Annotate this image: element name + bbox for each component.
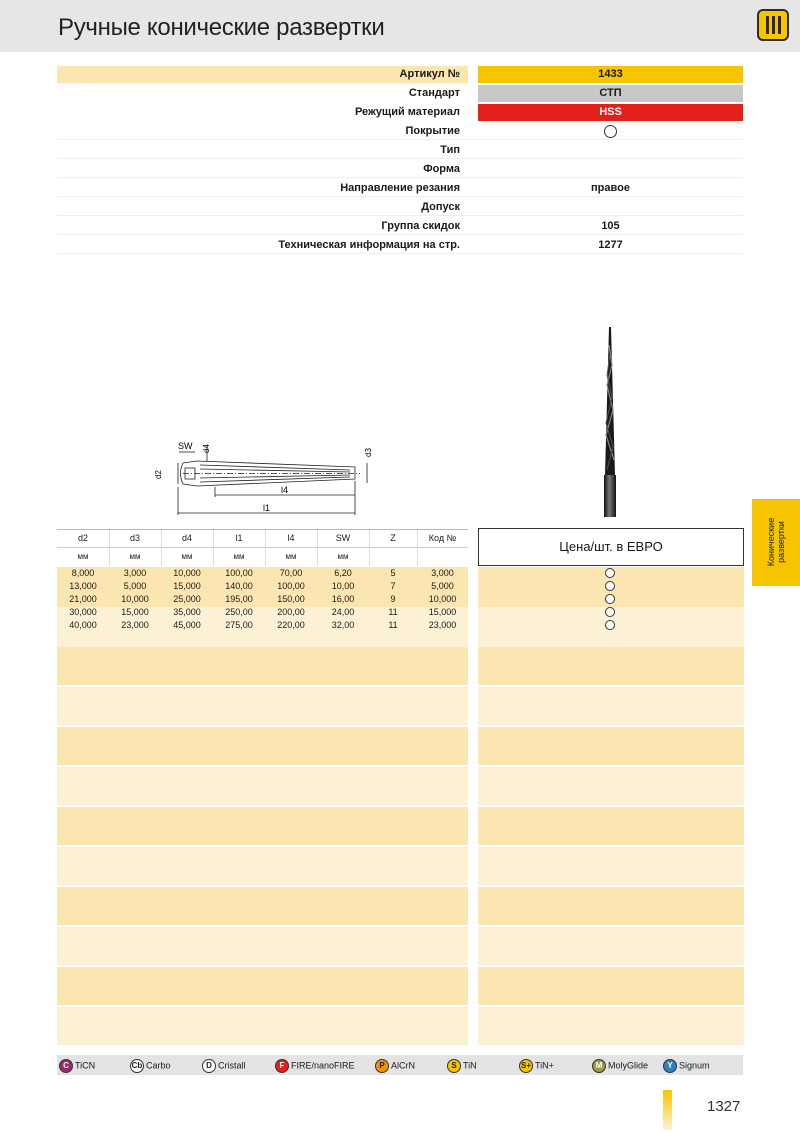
availability-circle-icon	[605, 581, 615, 591]
drawing-label-l1: l1	[263, 503, 271, 513]
legend-item	[375, 1058, 415, 1073]
table-cell: 23,000	[428, 620, 457, 630]
coating-badge-icon: C	[59, 1059, 73, 1073]
property-value: 105	[601, 220, 620, 232]
table-cell: 23,000	[121, 620, 149, 630]
property-value: 1277	[598, 239, 623, 251]
legend-item	[202, 1058, 246, 1073]
coating-badge-icon: S+	[519, 1059, 533, 1073]
table-cell: 275,00	[225, 620, 253, 630]
coating-badge-icon: F	[275, 1059, 289, 1073]
property-value: HSS	[478, 104, 743, 121]
table-cell: 35,000	[173, 607, 201, 617]
page-number-bar	[663, 1090, 672, 1130]
legend-item	[130, 1058, 171, 1073]
column-unit: мм	[129, 552, 141, 561]
legend-item	[663, 1058, 710, 1073]
table-cell: 10,000	[428, 594, 457, 604]
property-row	[57, 123, 743, 140]
property-value	[478, 161, 743, 178]
table-band	[478, 847, 744, 885]
table-cell: 16,00	[331, 594, 355, 604]
table-cell: 8,000	[71, 568, 95, 578]
table-cell: 15,000	[173, 581, 201, 591]
property-label: Допуск	[421, 201, 460, 213]
table-cell: 40,000	[69, 620, 97, 630]
property-label: Режущий материал	[354, 106, 460, 118]
table-cell: 5,000	[123, 581, 147, 591]
table-band	[57, 727, 468, 765]
property-row	[57, 180, 743, 197]
property-row	[57, 142, 743, 159]
coating-badge-icon: Cb	[130, 1059, 144, 1073]
technical-drawing	[145, 435, 385, 520]
coating-badge-icon: S	[447, 1059, 461, 1073]
column-header: d2	[77, 533, 88, 543]
section-tab-label: Конические развертки	[766, 517, 786, 567]
table-cell: 250,00	[225, 607, 253, 617]
table-cell: 5	[390, 568, 396, 578]
table-cell: 150,00	[277, 594, 305, 604]
reamer-photo	[590, 325, 630, 520]
table-band	[57, 887, 468, 925]
table-cell: 100,00	[277, 581, 305, 591]
table-band	[57, 927, 468, 965]
table-cell: 32,00	[331, 620, 355, 630]
table-cell: 195,00	[225, 594, 253, 604]
table-band	[478, 767, 744, 805]
property-separator	[57, 215, 743, 216]
table-row	[57, 606, 468, 618]
table-band	[478, 687, 744, 725]
table-cell: 200,00	[277, 607, 305, 617]
coating-badge-icon: Y	[663, 1059, 677, 1073]
table-cell: 9	[390, 594, 396, 604]
legend-label: FIRE/nanoFIRE	[291, 1060, 355, 1071]
property-label: Техническая информация на стр.	[278, 239, 460, 251]
column-header: l1	[235, 533, 243, 543]
legend-item	[59, 1058, 95, 1073]
property-label: Форма	[423, 163, 460, 175]
property-value: правое	[591, 182, 630, 194]
table-cell: 100,00	[225, 568, 253, 578]
legend-label: Carbo	[146, 1060, 171, 1071]
table-band	[478, 807, 744, 845]
drawing-label-sw: SW	[178, 441, 193, 451]
table-cell: 15,000	[428, 607, 457, 617]
availability-circle-icon	[605, 607, 615, 617]
legend-label: MolyGlide	[608, 1060, 649, 1071]
table-cell: 220,00	[277, 620, 305, 630]
property-row	[57, 104, 743, 121]
table-band	[478, 1007, 744, 1045]
property-separator	[57, 196, 743, 197]
table-band	[57, 1007, 468, 1045]
table-band	[478, 887, 744, 925]
property-row	[57, 237, 743, 254]
table-band	[478, 727, 744, 765]
column-header: SW	[335, 533, 351, 543]
property-value	[478, 142, 743, 159]
legend-label: TiN+	[535, 1060, 554, 1071]
table-cell: 3,000	[431, 568, 454, 578]
column-header: l4	[287, 533, 295, 543]
availability-circle-icon	[605, 568, 615, 578]
column-header: d4	[181, 533, 192, 543]
table-row	[57, 567, 468, 579]
property-label: Покрытие	[405, 125, 460, 137]
column-unit: мм	[181, 552, 193, 561]
table-band	[57, 687, 468, 725]
property-row	[57, 85, 743, 102]
property-value	[478, 199, 743, 216]
property-value: СТП	[478, 85, 743, 102]
property-label: Тип	[440, 144, 460, 156]
table-band	[57, 647, 468, 685]
section-tab	[752, 499, 800, 586]
column-divider	[265, 530, 266, 566]
table-cell: 45,000	[173, 620, 201, 630]
table-cell: 13,000	[69, 581, 97, 591]
price-header: Цена/шт. в ЕВРО	[478, 528, 744, 566]
drawing-label-d2: d2	[154, 470, 163, 479]
table-cell: 6,20	[334, 568, 352, 578]
availability-circle-icon	[605, 594, 615, 604]
table-cell: 11	[388, 607, 398, 617]
column-unit: мм	[337, 552, 349, 561]
legend-item	[447, 1058, 477, 1073]
column-divider	[109, 530, 110, 566]
column-header: Z	[390, 533, 396, 543]
drawing-label-l4: l4	[281, 485, 289, 495]
property-value: 1433	[478, 66, 743, 83]
table-band	[57, 847, 468, 885]
legend-item	[592, 1058, 648, 1073]
table-cell: 5,000	[431, 581, 454, 591]
column-divider	[317, 530, 318, 566]
column-unit: мм	[285, 552, 297, 561]
property-row	[57, 199, 743, 216]
property-label: Группа скидок	[381, 220, 460, 232]
table-cell: 30,000	[69, 607, 97, 617]
table-cell: 15,000	[121, 607, 149, 617]
drawing-label-d4: d4	[202, 444, 211, 453]
table-band	[57, 967, 468, 1005]
table-cell: 7	[390, 581, 396, 591]
legend-label: Cristall	[218, 1060, 246, 1071]
table-band	[57, 807, 468, 845]
column-unit: мм	[233, 552, 245, 561]
property-row	[57, 66, 743, 83]
table-cell: 21,000	[69, 594, 97, 604]
coating-badge-icon: D	[202, 1059, 216, 1073]
coating-legend	[57, 1055, 743, 1075]
page-number: 1327	[707, 1098, 741, 1115]
column-divider	[213, 530, 214, 566]
property-separator	[57, 158, 743, 159]
header-divider	[57, 547, 468, 548]
column-divider	[161, 530, 162, 566]
legend-label: TiN	[463, 1060, 477, 1071]
table-cell: 10,000	[173, 568, 201, 578]
property-label: Артикул №	[57, 66, 468, 83]
table-band	[478, 927, 744, 965]
legend-item	[519, 1058, 554, 1073]
table-row	[57, 593, 468, 605]
property-separator	[57, 139, 743, 140]
property-separator	[57, 177, 743, 178]
property-label: Стандарт	[408, 87, 460, 99]
column-header: Код №	[428, 533, 457, 543]
drawing-label-d3: d3	[364, 448, 373, 457]
page-header	[0, 0, 800, 52]
property-separator	[57, 234, 743, 235]
table-cell: 140,00	[225, 581, 253, 591]
table-cell: 25,000	[173, 594, 201, 604]
table-band	[57, 767, 468, 805]
column-divider	[417, 530, 418, 566]
coating-badge-icon: M	[592, 1059, 606, 1073]
page-title: Ручные конические развертки	[58, 14, 385, 41]
table-cell: 70,00	[279, 568, 303, 578]
legend-item	[275, 1058, 355, 1073]
property-row	[57, 161, 743, 178]
table-band	[478, 967, 744, 1005]
legend-label: TiCN	[75, 1060, 96, 1071]
legend-label: AlCrN	[391, 1060, 415, 1071]
column-unit: мм	[77, 552, 89, 561]
legend-label: Signum	[679, 1060, 710, 1071]
brand-logo	[757, 9, 789, 41]
column-divider	[369, 530, 370, 566]
empty-circle-icon	[604, 125, 617, 138]
table-cell: 10,00	[331, 581, 355, 591]
table-row	[57, 580, 468, 592]
table-cell: 10,000	[121, 594, 149, 604]
table-band	[478, 647, 744, 685]
table-cell: 24,00	[331, 607, 355, 617]
table-cell: 3,000	[123, 568, 147, 578]
property-row	[57, 218, 743, 235]
availability-circle-icon	[605, 620, 615, 630]
coating-badge-icon: P	[375, 1059, 389, 1073]
table-header	[57, 529, 468, 565]
property-separator	[57, 253, 743, 254]
table-cell: 11	[388, 620, 398, 630]
column-header: d3	[129, 533, 140, 543]
property-label: Направление резания	[340, 182, 460, 194]
table-row	[57, 619, 468, 631]
